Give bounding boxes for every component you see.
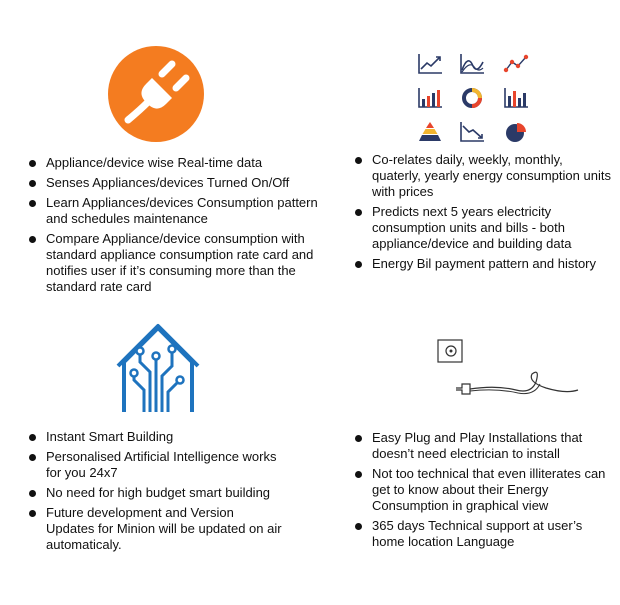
list-item: Appliance/device wise Real-time data [24, 155, 324, 171]
top-left-feature-list [24, 155, 324, 299]
list-item: Co-relates daily, weekly, monthly, quaterly, yearly energy consumption units with prices [350, 152, 612, 200]
list-item: Personalised Artificial Intelligence works for you 24x7 [24, 449, 284, 481]
top-right-feature-list [350, 152, 612, 276]
list-item: Compare Appliance/device consumption with standard appliance consumption rate card and notifies user if it’s consuming more than the standard rate card [24, 231, 324, 295]
wall-socket-plug-icon [436, 338, 586, 406]
list-item: Predicts next 5 years electricity consumption units and bills - both appliance/device and building data [350, 204, 612, 252]
plug-icon [106, 44, 206, 144]
column-chart-icon [502, 86, 530, 110]
smart-house-circuit-icon [110, 320, 206, 416]
line-chart-icon [416, 52, 444, 76]
list-item: Learn Appliances/devices Consumption pattern and schedules maintenance [24, 195, 324, 227]
bar-chart-icon [416, 86, 444, 110]
list-item: Instant Smart Building [24, 429, 284, 445]
pyramid-chart-icon [416, 120, 444, 144]
bottom-right-feature-list [350, 430, 612, 554]
decline-chart-icon [458, 120, 486, 144]
pie-chart-icon [502, 120, 530, 144]
donut-chart-icon [458, 86, 486, 110]
chart-icons-grid [416, 52, 536, 148]
list-item: No need for high budget smart building [24, 485, 284, 501]
list-item: Not too technical that even illiterates can get to know about their Energy Consumption in graphical view [350, 466, 612, 514]
area-chart-icon [458, 52, 486, 76]
bottom-left-feature-list [24, 429, 284, 557]
scatter-chart-icon [502, 52, 530, 76]
list-item: Energy Bil payment pattern and history [350, 256, 612, 272]
list-item: Easy Plug and Play Installations that doesn’t need electrician to install [350, 430, 612, 462]
list-item: Senses Appliances/devices Turned On/Off [24, 175, 324, 191]
list-item: 365 days Technical support at user’s home location Language [350, 518, 612, 550]
list-item: Future development and Version Updates for Minion will be updated on air automaticaly. [24, 505, 284, 553]
